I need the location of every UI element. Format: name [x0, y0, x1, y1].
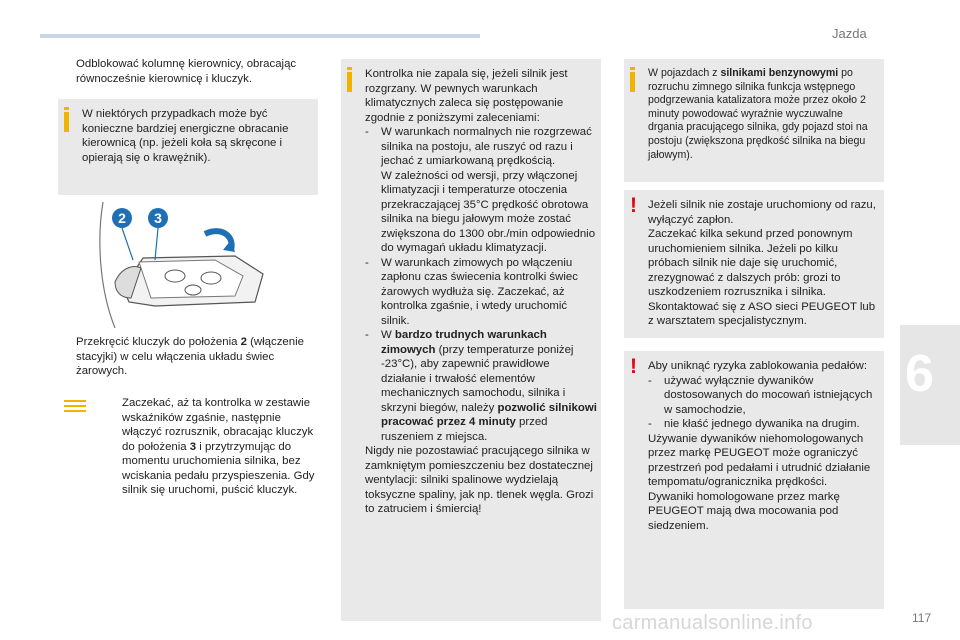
mats-intro: Aby uniknąć ryzyka zablokowania pedałów: — [648, 360, 868, 372]
page-number: 117 — [912, 611, 932, 625]
list-item: - nie kłaść jednego dywanika na drugim. — [648, 418, 860, 430]
mats-outro2: Dywaniki homologowane przez markę PEUGEOT mają dwa mocowania pod siedzeniem. — [648, 490, 840, 532]
cold-intro: Kontrolka nie zapala się, jeżeli silnik jest rozgrzany. W pewnych warunkach klimatycznych zaleca się postępowanie zgodnie z poniższymi zaleceniami: — [365, 68, 568, 124]
chapter-number: 6 — [905, 345, 934, 403]
list-item: - używać wyłącznie dywaników dostosowanych do mocowań istniejących w samochodzie, — [648, 374, 873, 416]
info-box-petrol — [624, 59, 884, 182]
info-icon — [64, 112, 69, 132]
watermark: carmanualsonline.info — [612, 612, 813, 634]
warning-box-start-fail — [624, 190, 884, 338]
petrol-text: W pojazdach z silnikami benzynowymi po rozruchu zimnego silnika funkcja wstępnego podgrzewania katalizatora może przez około 2 minuty powodować wyraźnie wyczuwalne drgania pracującego silnika, gdy pojazd stoi na postoju (zwiększona prędkość silnika na biegu jałowym). — [648, 67, 868, 161]
cold-outro: Nigdy nie pozostawiać pracującego silnika w zamkniętym pomieszczeniu bez dostatecznej wentylacji: silniki spalinowe wydzielają toksyczne spaliny, jak np. tlenek węgla. Grozi to zatruciem i śmiercią! — [365, 445, 594, 515]
warning1-text2: Zaczekać kilka sekund przed ponownym uruchomieniem silnika. Jeżeli po kilku próbach silnik nie daje się uruchomić, zrezygnować z dalszych prób: grozi to uszkodzeniem rozrusznika i silnika. Skontaktować się z ASO sieci PEUGEOT lub z warsztatem specjalistycznym. — [648, 228, 876, 327]
list-item: - W warunkach zimowych po włączeniu zapłonu czas świecenia kontrolki świec żarowych wydłuża się. Zaczekać, aż kontrolka zgaśnie, i wtedy uruchomić silnik. — [365, 256, 578, 327]
warning-icon: ! — [630, 355, 637, 378]
info-box-text: W niektórych przypadkach może być konieczne bardziej energiczne obracanie kierownicą (np. jeżeli koła są skręcone i opierają się o krawężnik). — [82, 108, 289, 164]
key-ignition-figure — [95, 198, 295, 330]
info-box-steering — [58, 99, 318, 195]
step-turn-key-text: Przekręcić kluczyk do położenia 2 (włączenie stacyjki) w celu włączenia układu świec żarowych. — [76, 336, 304, 377]
section-title: Jazda — [832, 26, 867, 41]
glow-plug-indicator-icon — [64, 400, 86, 412]
warning-box-floor-mats — [624, 351, 884, 609]
info-icon — [630, 72, 635, 92]
callout-3-label: 3 — [154, 210, 162, 226]
step-unlock-steering — [60, 57, 322, 86]
step-unlock-text: Odblokować kolumnę kierownicy, obracając równocześnie kierownicę i kluczyk. — [76, 58, 297, 85]
warning-icon: ! — [630, 194, 637, 217]
mats-outro: Używanie dywaników niehomologowanych przez markę PEUGEOT może ograniczyć przestrzeń pod pedałami i utrudnić działanie tempomatu/ogranicznika prędkości. — [648, 432, 871, 488]
step-turn-key — [60, 335, 322, 379]
info-icon — [347, 72, 352, 92]
header-rule — [40, 34, 480, 38]
warning1-text: Jeżeli silnik nie zostaje uruchomiony od razu, wyłączyć zapłon. — [648, 199, 876, 226]
indicator-text: Zaczekać, aż ta kontrolka w zestawie wskaźników zgaśnie, następnie włączyć rozrusznik, obracając kluczyk do położenia 3 i przytrzymując do momentu uruchomienia silnika, bez wciskania pedału przyspieszenia. Gdy silnik się uruchomi, puścić kluczyk. — [122, 397, 315, 496]
callout-2-label: 2 — [118, 210, 126, 226]
bullet-icon — [60, 57, 76, 86]
info-box-cold-conditions — [341, 59, 601, 621]
list-item: - W bardzo trudnych warunkach zimowych (przy temperaturze poniżej -23°C), aby zapewnić prawidłowe działanie i trwałość elementów mechanicznych samochodu, silnika i skrzyni biegów, należy pozwolić silnikowi pracować przez 4 minuty przed ruszeniem z miejsca. — [365, 329, 597, 443]
bullet-icon — [106, 396, 122, 498]
bullet-icon — [60, 335, 76, 379]
list-item: - W warunkach normalnych nie rozgrzewać silnika na postoju, ale ruszyć od razu i jechać z umiarkowaną prędkością. W zależności od wersji, przy włączonej klimatyzacji i temperaturze otoczenia przekraczającej 35°C prędkość obrotowa silnika na biegu jałowym może zostać zwiększona do 1300 obr./min odpowiednio do wymagań układu klimatyzacji. — [365, 126, 596, 254]
